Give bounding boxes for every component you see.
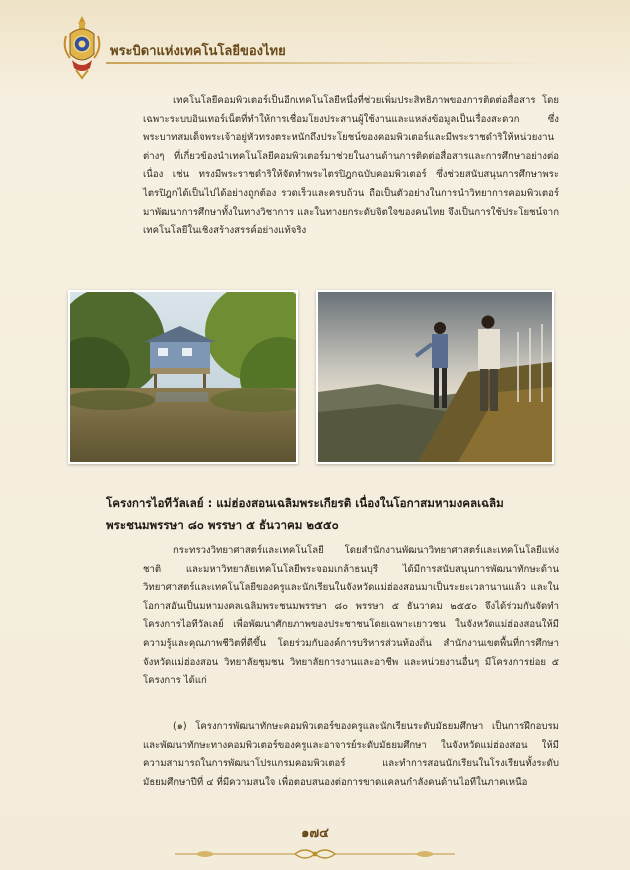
project-paragraph-text: กระทรวงวิทยาศาสตร์และเทคโนโลยี โดยสำนักงานพัฒนาวิทยาศาสตร์และเทคโนโลยีแห่งชาติ และมหาวิทยาลัยเทคโนโลยีพระจอมเกล้าธนบุรี ได้มีการสนับสนุนการพัฒนาทักษะด้านวิทยาศาสตร์และเทคโนโลยีของครูและนักเรียนในจังหวัดแม่ฮ่องสอนมาเป็นระยะเวลานานแล้ว และในโอกาสอันเป็นมหามงคลเฉลิมพระชนมพรรษา ๘๐ พรรษา ๕ ธันวาคม ๒๕๕๐ จึงได้ร่วมกันจัดทำโครงการไอทีวัลเลย์ เพื่อพัฒนาศักยภาพของประชาชนโดยเฉพาะเยาวชน ในจังหวัดแม่ฮ่องสอนให้มีความรู้และคุณภาพชีวิตที่ดีขึ้น โดยร่วมกับองค์การบริหารส่วนท้องถิ่น สำนักงานเขตพื้นที่การศึกษาจังหวัดแม่ฮ่องสอน วิทยาลัยชุมชน วิทยาลัยการงานและอาชีพ และหน่วยงานอื่นๆ มีโครงการย่อย ๕ โครงการ ได้แก่ xyxy=(143,545,559,687)
project-paragraph xyxy=(143,542,559,691)
subproject-paragraph-text: (๑) โครงการพัฒนาทักษะคอมพิวเตอร์ของครูและนักเรียนระดับมัธยมศึกษา เป็นการฝึกอบรมและพัฒนาทักษะทางคอมพิวเตอร์ของครูและอาจารย์ระดับมัธยมศึกษา ในจังหวัดแม่ฮ่องสอน ให้มีความสามารถในการพัฒนาโปรแกรมคอมพิวเตอร์ และทำการสอนนักเรียนในโรงเรียนทั้งระดับมัธยมศึกษาปีที่ ๔ ที่มีความสนใจ เพื่อตอบสนองต่อการขาดแคลนกำลังคนด้านไอทีในภาคเหนือ xyxy=(143,721,559,788)
intro-paragraph-text: เทคโนโลยีคอมพิวเตอร์เป็นอีกเทคโนโลยีหนึ่งที่ช่วยเพิ่มประสิทธิภาพของการติดต่อสื่อสาร โดยเฉพาะระบบอินเทอร์เน็ตที่ทำให้การเชื่อมโยงประสานผู้ใช้งานและแหล่งข้อมูลเป็นเรื่องสะดวก ซึ่งพระบาทสมเด็จพระเจ้าอยู่หัวทรงตระหนักถึงประโยชน์ของคอมพิวเตอร์และมีพระราชดำริให้หน่วยงานต่างๆ ที่เกี่ยวข้องนำเทคโนโลยีคอมพิวเตอร์มาช่วยในงานด้านการติดต่อสื่อสารและการศึกษาอย่างต่อเนื่อง เช่น ทรงมีพระราชดำริให้จัดทำพระไตรปิฎกฉบับคอมพิวเตอร์ ซึ่งช่วยสนับสนุนการศึกษาพระไตรปิฎกได้เป็นไปได้อย่างถูกต้อง รวดเร็วและครบถ้วน ถือเป็นตัวอย่างในการนำวิทยาการคอมพิวเตอร์มาพัฒนาการศึกษาทั้งในทางวิชาการ และในทางยกระดับจิตใจของคนไทย จึงเป็นการใช้ประโยชน์จากเทคโนโลยีในเชิงสร้างสรรค์อย่างแท้จริง xyxy=(143,95,559,237)
royal-emblem-icon xyxy=(60,14,104,80)
section-heading: โครงการไอทีวัลเลย์ : แม่ฮ่องสอนเฉลิมพระเกียรติ เนื่องในโอกาสมหามงคลเฉลิมพระชนมพรรษา ๘๐ พรรษา ๕ ธันวาคม ๒๕๕๐ xyxy=(106,496,504,532)
gold-ornament-icon xyxy=(175,846,455,862)
header-divider xyxy=(106,62,546,64)
subproject-paragraph xyxy=(143,718,559,792)
flooded-house-photo xyxy=(68,290,298,464)
page-number: ๑๗๔ xyxy=(301,826,329,841)
intro-paragraph xyxy=(143,92,559,241)
page-header-title: พระบิดาแห่งเทคโนโลยีของไทย xyxy=(110,44,286,59)
hillside-men-photo xyxy=(316,290,554,464)
